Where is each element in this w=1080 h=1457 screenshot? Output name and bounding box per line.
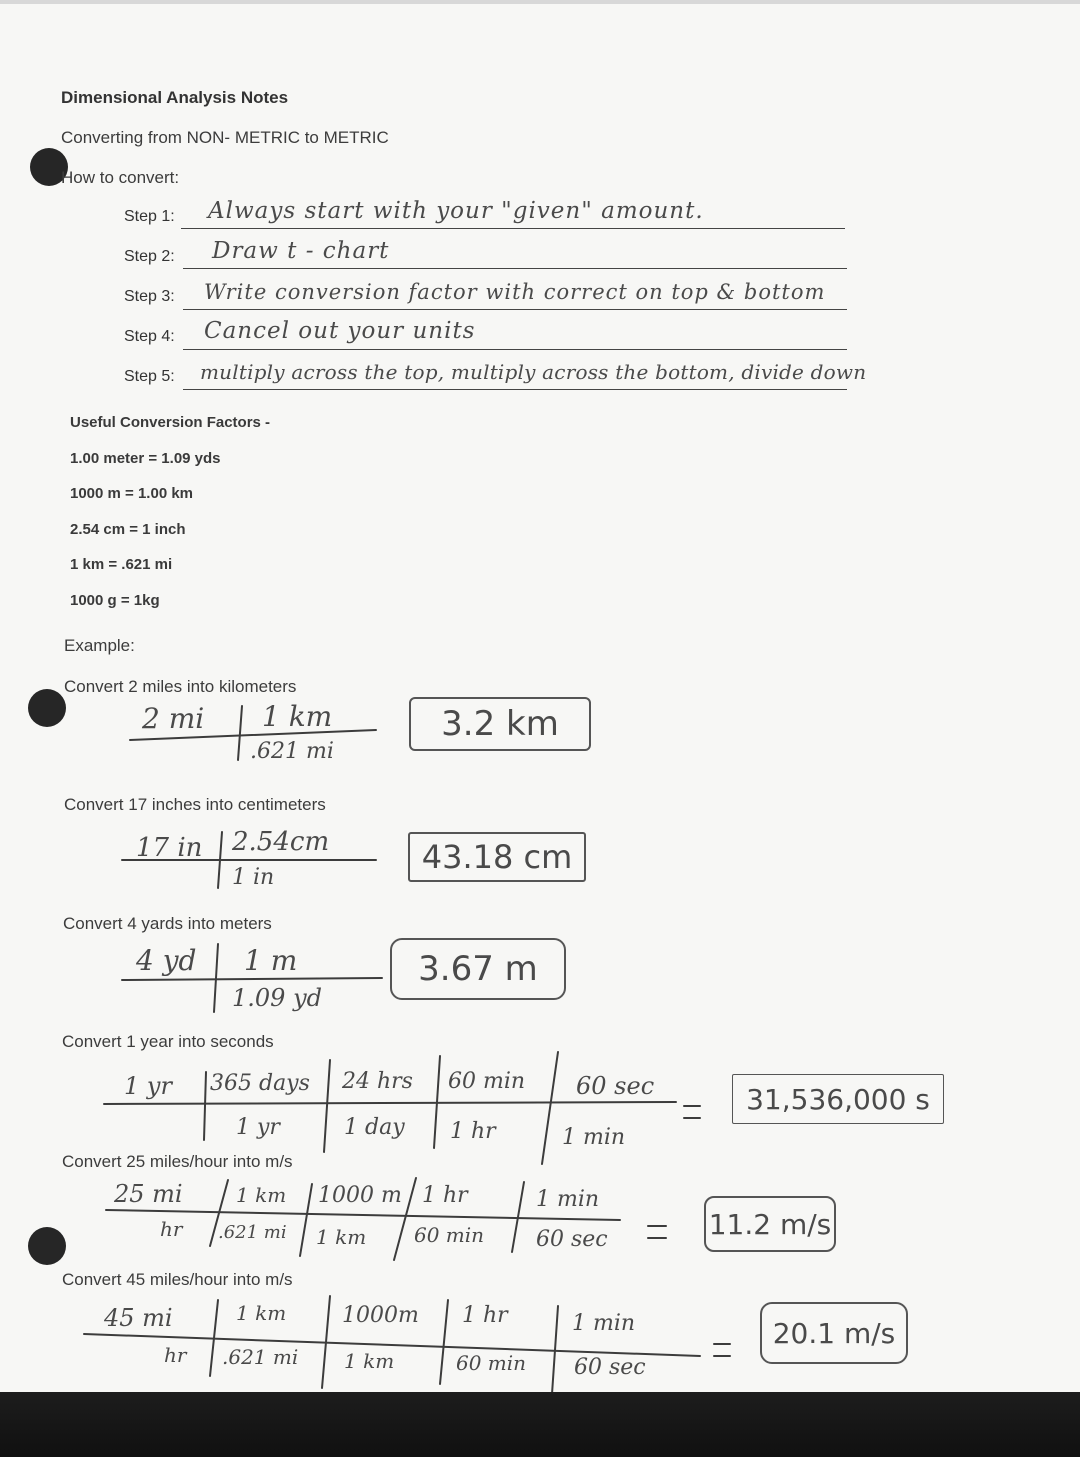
step-1-label: Step 1: xyxy=(124,208,175,225)
step-4-line xyxy=(183,349,847,350)
example-4-top-2: 24 hrs xyxy=(342,1069,413,1094)
example-4-answer: 31,536,000 s xyxy=(746,1082,930,1116)
example-label: Example: xyxy=(64,636,135,655)
example-6-bottom-0: hr xyxy=(164,1343,187,1367)
example-3-top-0: 4 yd xyxy=(136,944,197,977)
example-5-top-0: 25 mi xyxy=(114,1180,183,1208)
example-3-prompt: Convert 4 yards into meters xyxy=(63,914,272,933)
example-4-top-3: 60 min xyxy=(448,1069,526,1094)
scan-bottom-edge xyxy=(0,1392,1080,1457)
example-1-bottom-1: .621 mi xyxy=(250,739,334,764)
example-6-top-1: 1 km xyxy=(236,1301,287,1325)
example-4-bottom-1: 1 yr xyxy=(236,1115,280,1140)
example-6-top-0: 45 mi xyxy=(104,1304,173,1332)
step-2-text: Draw t - chart xyxy=(212,238,390,264)
page-subtitle: Converting from NON- METRIC to METRIC xyxy=(61,128,389,147)
example-4-bottom-2: 1 day xyxy=(344,1115,405,1140)
example-2-bottom-1: 1 in xyxy=(232,865,275,890)
example-2-prompt: Convert 17 inches into centimeters xyxy=(64,795,326,814)
example-5-top-3: 1 hr xyxy=(422,1183,468,1208)
factor-item: 1 km = .621 mi xyxy=(70,556,173,573)
example-1-answer-box xyxy=(409,697,591,751)
example-4-top-4: 60 sec xyxy=(576,1072,655,1100)
example-4-prompt: Convert 1 year into seconds xyxy=(62,1032,274,1051)
example-5-bottom-3: 60 min xyxy=(414,1223,485,1247)
example-4-bottom-3: 1 hr xyxy=(450,1119,496,1144)
example-6-top-4: 1 min xyxy=(572,1311,636,1336)
example-4-top-0: 1 yr xyxy=(124,1072,172,1100)
step-4-text: Cancel out your units xyxy=(204,318,476,344)
example-5-top-1: 1 km xyxy=(236,1183,287,1207)
example-2-top-0: 17 in xyxy=(136,833,203,863)
example-5-top-4: 1 min xyxy=(536,1187,600,1212)
page-title: Dimensional Analysis Notes xyxy=(61,88,289,107)
example-6-answer-box xyxy=(760,1302,908,1364)
example-3-bottom-1: 1.09 yd xyxy=(232,984,322,1012)
example-1-top-0: 2 mi xyxy=(142,702,205,735)
example-3-top-1: 1 m xyxy=(244,944,298,977)
example-5-prompt: Convert 25 miles/hour into m/s xyxy=(62,1152,293,1171)
step-5-text: multiply across the top, multiply across the bottom, divide down xyxy=(200,360,867,384)
step-5-label: Step 5: xyxy=(124,368,175,385)
example-6-top-2: 1000m xyxy=(342,1303,419,1328)
example-1-answer: 3.2 km xyxy=(441,704,559,744)
example-3-answer-box xyxy=(390,938,566,1000)
step-3-text: Write conversion factor with correct on top & bottom xyxy=(204,280,826,304)
step-3-line xyxy=(183,309,847,310)
step-2-label: Step 2: xyxy=(124,248,175,265)
step-4-label: Step 4: xyxy=(124,328,175,345)
example-6-bottom-2: 1 km xyxy=(344,1349,395,1373)
example-5-bottom-4: 60 sec xyxy=(536,1227,608,1252)
step-1-text: Always start with your "given" amount. xyxy=(208,198,704,224)
step-5-line xyxy=(183,389,847,390)
factor-item: 1000 m = 1.00 km xyxy=(70,485,194,502)
example-1-top-1: 1 km xyxy=(262,700,333,733)
example-6-bottom-3: 60 min xyxy=(456,1351,527,1375)
example-6-bottom-1: .621 mi xyxy=(222,1345,299,1369)
factor-item: 1.00 meter = 1.09 yds xyxy=(70,450,221,467)
example-6-prompt: Convert 45 miles/hour into m/s xyxy=(62,1270,293,1289)
example-4-answer-box xyxy=(732,1074,944,1124)
example-5-top-2: 1000 m xyxy=(318,1183,402,1208)
example-6-answer: 20.1 m/s xyxy=(772,1316,896,1350)
step-2-line xyxy=(183,268,847,269)
factor-item: 2.54 cm = 1 inch xyxy=(70,521,186,538)
example-3-answer: 3.67 m xyxy=(418,949,538,989)
example-6-bottom-4: 60 sec xyxy=(574,1355,646,1380)
step-3-label: Step 3: xyxy=(124,288,175,305)
factors-heading: Useful Conversion Factors - xyxy=(70,414,271,431)
example-5-answer-box xyxy=(704,1196,836,1252)
scan-top-edge xyxy=(0,0,1080,4)
example-5-bottom-2: 1 km xyxy=(316,1225,367,1249)
example-5-bottom-0: hr xyxy=(160,1217,183,1241)
example-5-bottom-1: .621 mi xyxy=(218,1222,287,1243)
factor-item: 1000 g = 1kg xyxy=(70,592,160,609)
example-4-bottom-4: 1 min xyxy=(562,1125,626,1150)
step-1-line xyxy=(181,228,845,229)
example-1-prompt: Convert 2 miles into kilometers xyxy=(64,677,297,696)
example-4-top-1: 365 days xyxy=(210,1071,310,1096)
how-to-heading: How to convert: xyxy=(61,168,180,187)
example-5-answer: 11.2 m/s xyxy=(708,1207,832,1241)
example-6-top-3: 1 hr xyxy=(462,1303,508,1328)
punch-hole-bottom xyxy=(28,1227,66,1265)
example-2-answer-box xyxy=(408,832,586,882)
example-2-top-1: 2.54cm xyxy=(232,827,330,857)
example-2-answer: 43.18 cm xyxy=(421,838,573,876)
punch-hole-middle xyxy=(28,689,66,727)
